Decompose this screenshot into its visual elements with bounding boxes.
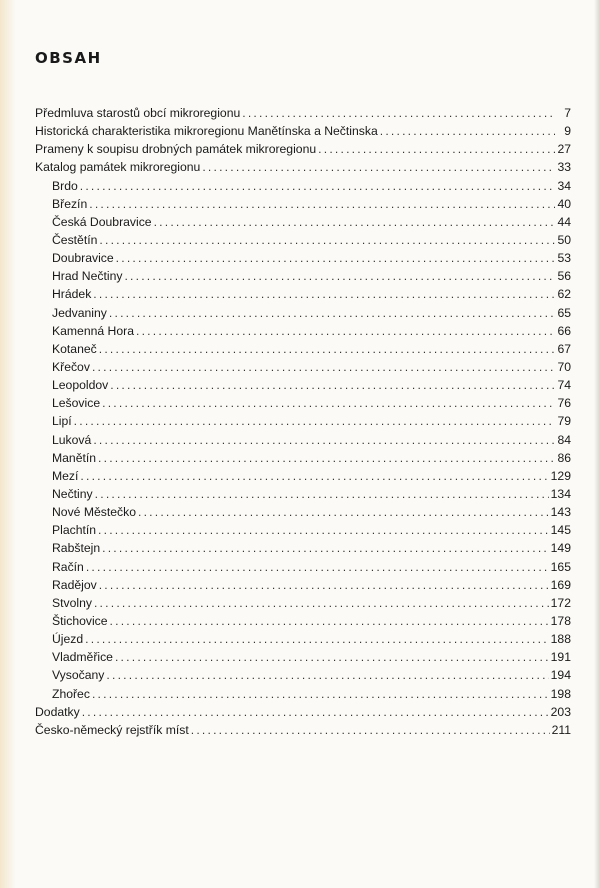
toc-entry[interactable] bbox=[35, 521, 571, 539]
toc-entry[interactable] bbox=[35, 104, 571, 122]
toc-leader-dots bbox=[92, 685, 549, 703]
toc-entry-label: Stvolny bbox=[52, 595, 92, 610]
page-title: OBSAH bbox=[35, 49, 102, 67]
toc-leader-dots bbox=[89, 195, 555, 213]
toc-entry[interactable] bbox=[35, 467, 571, 485]
toc-leader-dots bbox=[106, 666, 548, 684]
toc-entry[interactable] bbox=[35, 358, 571, 376]
toc-entry[interactable] bbox=[35, 195, 571, 213]
toc-entry-page-number: 33 bbox=[557, 160, 571, 175]
toc-entry-label: Česko-německý rejstřík míst bbox=[35, 722, 189, 737]
toc-entry-label: Brdo bbox=[52, 178, 78, 193]
toc-entry-label: Lipí bbox=[52, 414, 72, 429]
toc-entry-label: Mezí bbox=[52, 468, 79, 483]
toc-entry-page-number: 178 bbox=[550, 613, 571, 628]
toc-entry[interactable] bbox=[35, 213, 571, 231]
toc-leader-dots bbox=[99, 576, 549, 594]
toc-entry[interactable] bbox=[35, 340, 571, 358]
toc-entry-label: Nové Městečko bbox=[52, 505, 136, 520]
toc-leader-dots bbox=[98, 449, 555, 467]
toc-entry-page-number: 40 bbox=[557, 196, 571, 211]
toc-entry-label: Doubravice bbox=[52, 251, 114, 266]
table-of-contents bbox=[35, 104, 571, 739]
toc-entry-label: Kotaneč bbox=[52, 341, 97, 356]
toc-entry-page-number: 134 bbox=[550, 486, 571, 501]
toc-leader-dots bbox=[202, 158, 555, 176]
toc-entry[interactable] bbox=[35, 594, 571, 612]
toc-entry[interactable] bbox=[35, 666, 571, 684]
toc-leader-dots bbox=[74, 412, 555, 430]
toc-entry[interactable] bbox=[35, 267, 571, 285]
toc-entry-label: Rabštejn bbox=[52, 541, 101, 556]
toc-entry-label: Luková bbox=[52, 432, 92, 447]
toc-entry-page-number: 194 bbox=[550, 668, 571, 683]
toc-entry[interactable] bbox=[35, 231, 571, 249]
toc-leader-dots bbox=[93, 431, 555, 449]
toc-entry-page-number: 56 bbox=[557, 269, 571, 284]
toc-entry[interactable] bbox=[35, 322, 571, 340]
toc-leader-dots bbox=[93, 285, 555, 303]
toc-entry[interactable] bbox=[35, 612, 571, 630]
toc-entry-label: Jedvaniny bbox=[52, 305, 107, 320]
toc-leader-dots bbox=[94, 594, 549, 612]
toc-entry-page-number: 53 bbox=[557, 251, 571, 266]
toc-entry-page-number: 27 bbox=[557, 142, 571, 157]
toc-entry-label: Česká Doubravice bbox=[52, 214, 152, 229]
toc-entry-page-number: 62 bbox=[557, 287, 571, 302]
toc-leader-dots bbox=[102, 394, 555, 412]
toc-entry-label: Štichovice bbox=[52, 613, 108, 628]
toc-entry-label: Hrad Nečtiny bbox=[52, 269, 123, 284]
toc-entry[interactable] bbox=[35, 721, 571, 739]
toc-entry[interactable] bbox=[35, 158, 571, 176]
toc-leader-dots bbox=[115, 648, 549, 666]
toc-entry-label: Předmluva starostů obcí mikroregionu bbox=[35, 106, 241, 120]
toc-entry[interactable] bbox=[35, 685, 571, 703]
toc-entry-label: Katalog památek mikroregionu bbox=[35, 160, 201, 175]
toc-leader-dots bbox=[242, 104, 555, 122]
toc-entry-page-number: 143 bbox=[550, 505, 571, 520]
toc-leader-dots bbox=[80, 467, 548, 485]
toc-entry-label: Zhořec bbox=[52, 686, 90, 701]
toc-leader-dots bbox=[154, 213, 555, 231]
toc-entry-page-number: 165 bbox=[550, 559, 571, 574]
toc-entry-label: Plachtín bbox=[52, 523, 97, 538]
toc-entry-label: Hrádek bbox=[52, 287, 92, 302]
toc-entry-page-number: 145 bbox=[550, 523, 571, 538]
toc-entry[interactable] bbox=[35, 630, 571, 648]
toc-entry[interactable] bbox=[35, 394, 571, 412]
toc-entry-page-number: 66 bbox=[557, 323, 571, 338]
page-edge-shadow bbox=[0, 0, 16, 888]
toc-entry-label: Leopoldov bbox=[52, 378, 109, 393]
toc-entry-label: Újezd bbox=[52, 632, 84, 647]
toc-entry[interactable] bbox=[35, 285, 571, 303]
toc-entry[interactable] bbox=[35, 648, 571, 666]
toc-entry-page-number: 198 bbox=[550, 686, 571, 701]
toc-entry-page-number: 50 bbox=[557, 232, 571, 247]
toc-entry[interactable] bbox=[35, 431, 571, 449]
toc-entry-page-number: 172 bbox=[550, 595, 571, 610]
toc-leader-dots bbox=[136, 322, 555, 340]
toc-entry-page-number: 44 bbox=[557, 214, 571, 229]
toc-leader-dots bbox=[80, 177, 555, 195]
toc-entry[interactable] bbox=[35, 376, 571, 394]
toc-entry-label: Vysočany bbox=[52, 668, 105, 683]
toc-leader-dots bbox=[109, 304, 555, 322]
toc-entry-page-number: 129 bbox=[550, 468, 571, 483]
toc-entry-page-number: 86 bbox=[557, 450, 571, 465]
toc-entry-page-number: 34 bbox=[557, 178, 571, 193]
toc-entry-label: Prameny k soupisu drobných památek mikroregionu bbox=[35, 142, 317, 157]
toc-leader-dots bbox=[82, 703, 549, 721]
toc-leader-dots bbox=[102, 539, 549, 557]
toc-entry-label: Manětín bbox=[52, 450, 97, 465]
toc-entry-page-number: 74 bbox=[557, 378, 571, 393]
toc-entry-page-number: 79 bbox=[557, 414, 571, 429]
toc-entry[interactable] bbox=[35, 703, 571, 721]
toc-entry-label: Nečtiny bbox=[52, 486, 93, 501]
toc-entry[interactable] bbox=[35, 304, 571, 322]
toc-entry-page-number: 9 bbox=[564, 124, 571, 139]
toc-entry-label: Lešovice bbox=[52, 396, 101, 411]
toc-leader-dots bbox=[138, 503, 549, 521]
toc-entry[interactable] bbox=[35, 449, 571, 467]
toc-entry-page-number: 67 bbox=[557, 341, 571, 356]
toc-entry-label: Vladměřice bbox=[52, 650, 113, 665]
toc-entry-page-number: 203 bbox=[550, 704, 571, 719]
page-edge-right bbox=[594, 0, 600, 888]
toc-entry-page-number: 211 bbox=[551, 722, 571, 737]
toc-entry[interactable] bbox=[35, 122, 571, 140]
toc-entry-label: Březín bbox=[52, 196, 88, 211]
toc-leader-dots bbox=[191, 721, 550, 739]
toc-entry-label: Historická charakteristika mikroregionu Manětínska a Nečtinska bbox=[35, 124, 378, 139]
toc-entry-label: Račín bbox=[52, 559, 84, 574]
toc-entry-page-number: 169 bbox=[550, 577, 571, 592]
toc-entry[interactable] bbox=[35, 249, 571, 267]
toc-leader-dots bbox=[380, 122, 555, 140]
toc-entry[interactable] bbox=[35, 485, 571, 503]
toc-entry-page-number: 191 bbox=[550, 650, 571, 665]
toc-entry[interactable] bbox=[35, 503, 571, 521]
toc-leader-dots bbox=[110, 612, 549, 630]
toc-entry-page-number: 70 bbox=[557, 359, 571, 374]
toc-leader-dots bbox=[92, 358, 555, 376]
toc-entry-page-number: 188 bbox=[550, 632, 571, 647]
toc-leader-dots bbox=[318, 140, 555, 158]
toc-leader-dots bbox=[86, 558, 549, 576]
toc-entry-label: Kamenná Hora bbox=[52, 323, 134, 338]
toc-entry-page-number: 65 bbox=[557, 305, 571, 320]
toc-entry-label: Křečov bbox=[52, 359, 90, 374]
toc-entry[interactable] bbox=[35, 140, 571, 158]
toc-entry-page-number: 149 bbox=[550, 541, 571, 556]
toc-leader-dots bbox=[98, 521, 549, 539]
toc-leader-dots bbox=[116, 249, 555, 267]
toc-entry-page-number: 76 bbox=[557, 396, 571, 411]
toc-entry-label: Čestětín bbox=[52, 232, 98, 247]
toc-entry-label: Dodatky bbox=[35, 704, 80, 719]
toc-entry-page-number: 7 bbox=[564, 106, 571, 120]
toc-entry-label: Radějov bbox=[52, 577, 97, 592]
toc-entry[interactable] bbox=[35, 558, 571, 576]
toc-leader-dots bbox=[124, 267, 555, 285]
toc-entry[interactable] bbox=[35, 177, 571, 195]
toc-entry[interactable] bbox=[35, 576, 571, 594]
toc-leader-dots bbox=[110, 376, 555, 394]
toc-entry[interactable] bbox=[35, 539, 571, 557]
toc-leader-dots bbox=[99, 340, 555, 358]
toc-entry[interactable] bbox=[35, 412, 571, 430]
toc-leader-dots bbox=[95, 485, 549, 503]
toc-leader-dots bbox=[99, 231, 555, 249]
toc-leader-dots bbox=[85, 630, 548, 648]
toc-entry-page-number: 84 bbox=[557, 432, 571, 447]
